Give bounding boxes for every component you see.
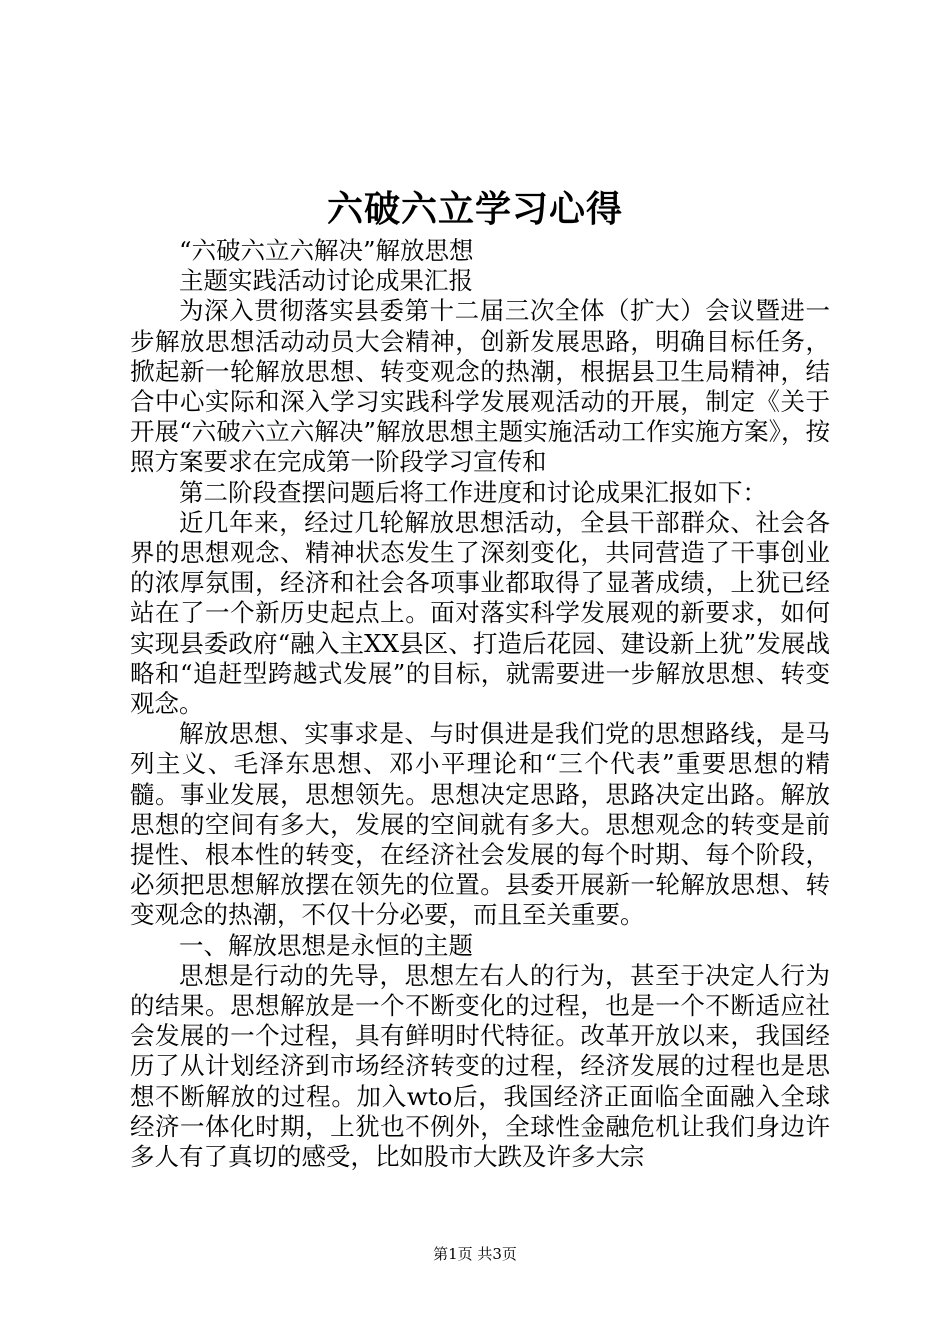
document-title: 六破六立学习心得: [326, 188, 623, 230]
paragraph: 解放思想、实事求是、与时俱进是我们党的思想路线，是马列主义、毛泽东思想、邓小平理论和“三个代表”重要思想的精髓。事业发展，思想领先。思想决定思路，思路决定出路。解放思想的空间有多大，发展的空间就有多大。思想观念的转变是前提性、根本性的转变，在经济社会发展的每个时期、每个阶段，必须把思想解放摆在领先的位置。县委开展新一轮解放思想、转变观念的热潮，不仅十分必要，而且至关重要。: [130, 719, 830, 930]
paragraph-heading-2: 主题实践活动讨论成果汇报: [179, 266, 473, 296]
page-footer: 第1页 共3页: [433, 1245, 517, 1263]
paragraph-heading-1: “六破六立六解决”解放思想: [179, 236, 474, 265]
section-heading: 一、解放思想是永恒的主题: [179, 930, 473, 960]
document-body: [130, 236, 830, 1172]
paragraph: 思想是行动的先导，思想左右人的行为，甚至于决定人行为的结果。思想解放是一个不断变化的过程，也是一个不断适应社会发展的一个过程，具有鲜明时代特征。改革开放以来，我国经历了从计划经济到市场经济转变的过程，经济发展的过程也是思想不断解放的过程。加入wto后，我国经济正面临全面融入全球经济一体化时期，上犹也不例外，全球性金融危机让我们身边许多人有了真切的感受，比如股市大跌及许多大宗: [130, 960, 830, 1172]
paragraph: 第二阶段查摆问题后将工作进度和讨论成果汇报如下：: [179, 477, 767, 507]
paragraph: 为深入贯彻落实县委第十二届三次全体（扩大）会议暨进一步解放思想活动动员大会精神，创新发展思路，明确目标任务，掀起新一轮解放思想、转变观念的热潮，根据县卫生局精神，结合中心实际和深入学习实践科学发展观活动的开展，制定《关于开展“六破六立六解决”解放思想主题实施活动工作实施方案》，按照方案要求在完成第一阶段学习宣传和: [130, 296, 830, 477]
paragraph: 近几年来，经过几轮解放思想活动，全县干部群众、社会各界的思想观念、精神状态发生了深刻变化，共同营造了干事创业的浓厚氛围，经济和社会各项事业都取得了显著成绩，上犹已经站在了一个新历史起点上。面对落实科学发展观的新要求，如何实现县委政府“融入主XX县区、打造后花园、建设新上犹”发展战略和“追赶型跨越式发展”的目标，就需要进一步解放思想、转变观念。: [130, 507, 830, 719]
